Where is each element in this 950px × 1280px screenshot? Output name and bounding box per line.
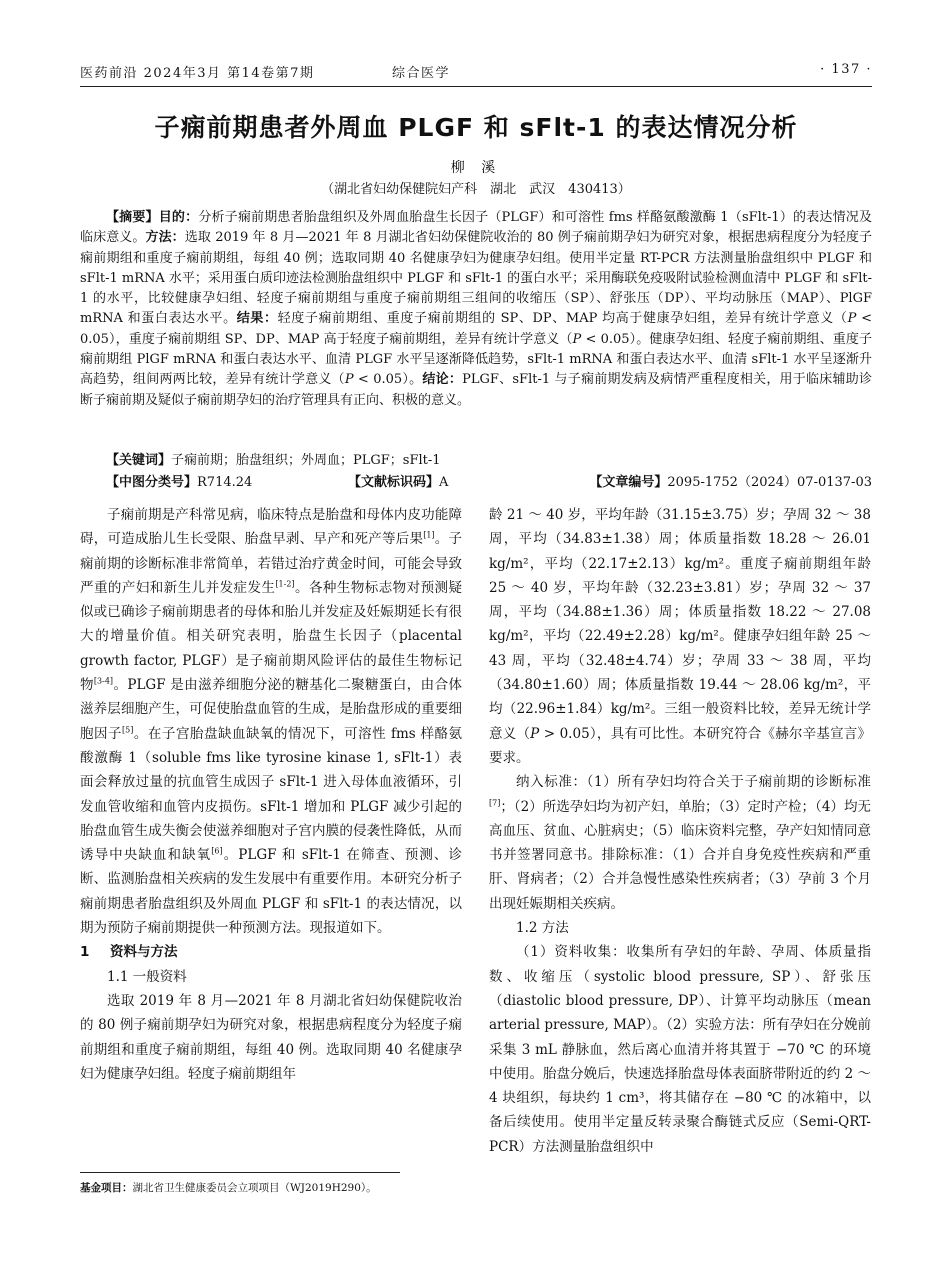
article-title: 子痫前期患者外周血 PLGF 和 sFlt-1 的表达情况分析 <box>154 113 798 142</box>
body-text: > 0.05），具有可比性。本研究符合《赫尔辛基宣言》要求。 <box>489 725 872 766</box>
abstract-results-c: < 0.05）。健康孕妇组、轻度子痫前期组、重度子痫前期组 PlGF mRNA 和蛋白表达水平、血清 PLGF 水平呈逐渐降低趋势，sFlt-1 mRNA 和蛋白表达水平、血清 sFlt-1 水平呈逐渐升高趋势，组间两两比较，差异有统计学意义（ <box>80 331 872 388</box>
keywords-text: 子痫前期；胎盘组织；外周血；PLGF；sFlt-1 <box>171 453 441 468</box>
document-code <box>348 471 448 490</box>
classification-line <box>80 471 872 491</box>
p-value-symbol: P <box>572 331 582 347</box>
citation: [5] <box>122 725 134 735</box>
funding-label: 基金项目： <box>80 1182 133 1194</box>
methods-label: 方法： <box>145 230 185 246</box>
section-title: 资料与方法 <box>110 944 178 961</box>
citation: [1-2] <box>275 579 295 589</box>
intro-paragraph <box>80 503 462 940</box>
article-label: 【文章编号】 <box>589 475 668 490</box>
general-info-paragraph: 选取 2019 年 8 月—2021 年 8 月湖北省妇幼保健院收治的 80 例子痫前期孕妇为研究对象，根据患病程度分为轻度子痫前期组和重度子痫前期组，每组 40 例。选取同期 40 名健康孕妇为健康孕妇组。轻度子痫前期组年 <box>80 992 462 1082</box>
body-text: 纳入标准：（1）所有孕妇均符合关于子痫前期的诊断标准 <box>516 774 871 791</box>
intro-text: 子痫前期是产科常见病，临床特点是胎盘和母体内皮功能障碍，可造成胎儿生长受限、胎盘早剥、早产和死产等后果 <box>80 507 462 548</box>
journal-info: 医药前沿 2024年3月 第14卷第7期 <box>80 66 315 81</box>
body-text: 龄 21 ～ 40 岁，平均年龄（31.15±3.75）岁；孕周 32 ～ 38 周，平均（34.83±1.38）周；体质量指数 18.28 ～ 26.01 kg/m²，平均（22.17±2.13）kg/m²。重度子痫前期组年龄 25 ～ 40 岁，平均年龄（32.23±3.81）岁；孕周 32 ～ 37 周，平均（34.88±1.36）周；体质量指数 18.22 ～ 27.08 kg/m²，平均（22.49±2.28）kg/m²。健康孕妇组年龄 25 ～ 43 周，平均（32.48±4.74）岁；孕周 33 ～ 38 周，平均（34.80±1.60）周；体质量指数 19.44 ～ 28.06 kg/m²，平均（22.96±1.84）kg/m²。三组一般资料比较，差异无统计学意义（ <box>489 507 871 742</box>
section-number: 1 <box>80 944 90 961</box>
intro-text: 。各种生物标志物对预测疑似或已确诊子痫前期患者的母体和胎儿并发症及妊娠期延长有很大的增量价值。相关研究表明，胎盘生长因子（placental growth factor, PLGF）是子痫前期风险评估的最佳生物标记物 <box>80 579 463 694</box>
intro-text: 。PLGF 是由滋养细胞分泌的糖基化二聚糖蛋白，由合体滋养层细胞产生，可促使胎盘血管的生成，是胎盘形成的重要细胞因子 <box>80 677 463 742</box>
intro-text: 。子痫前期的诊断标准非常简单，若错过治疗黄金时间，可能会导致严重的产妇和新生儿并发症发生 <box>80 531 463 596</box>
p-value-symbol: P <box>344 372 354 388</box>
doc-label: 【文献标识码】 <box>348 475 440 490</box>
keywords <box>80 449 872 468</box>
general-info-continued <box>489 503 871 770</box>
citation: [6] <box>211 846 223 856</box>
running-head <box>80 60 872 84</box>
body-text: ；（2）所选孕妇均为初产妇，单胎；（3）定时产检；（4）均无高血压、贫血、心脏病史；（5）临床资料完整，孕产妇知情同意书并签署同意书。排除标准：（1）合并自身免疫性疾病和严重肝、肾病者；（2）合并急慢性感染性疾病者；（3）孕前 3 个月出现妊娠期相关疾病。 <box>489 798 871 912</box>
clc-code <box>106 471 252 490</box>
conclusion-label: 结论： <box>422 372 463 388</box>
results-label: 结果： <box>236 311 278 327</box>
abstract-label: 【摘要】 <box>106 210 159 225</box>
citation: [7] <box>489 798 501 808</box>
article-number <box>589 471 872 490</box>
abstract-results-b: < 0.05），重度子痫前期组 SP、DP、MAP 高于轻度子痫前期组，差异有统计学意义（ <box>80 311 872 347</box>
abstract-results-d: < 0.05）。 <box>353 372 423 388</box>
header-divider <box>80 86 872 87</box>
intro-text: 。PLGF 和 sFlt-1 在筛查、预测、诊断、监测胎盘相关疾病的发生发展中有重要作用。本研究分析子痫前期患者胎盘组织及外周血 PLGF 和 sFlt-1 的表达情况，以期为预防子痫前期提供一种预测方法。现报道如下。 <box>80 847 463 937</box>
subsection-heading: 1.1 一般资料 <box>107 968 187 985</box>
body-left-column <box>80 503 462 1086</box>
intro-text: 。在子宫胎盘缺血缺氧的情况下，可溶性 fms 样酪氨酸激酶 1（soluble fms like tyrosine kinase 1, sFlt-1）表面会释放过量的抗血管生成因子 sFlt-1 进入母体血液循环，引发血管收缩和血管内皮损伤。sFlt-1 增加和 PLGF 减少引起的胎盘血管生成失衡会使滋养细胞对子宫内膜的侵袭性降低，从而诱导中央缺血和缺氧 <box>80 725 463 864</box>
objective-label: 目的： <box>158 210 199 225</box>
section-heading <box>80 940 462 964</box>
doc-value: A <box>439 475 449 490</box>
subsection-heading: 1.2 方法 <box>516 920 569 937</box>
clc-value: R714.24 <box>197 475 253 490</box>
footnote-divider <box>80 1172 400 1173</box>
footnote <box>80 1180 470 1195</box>
funding-text: 湖北省卫生健康委员会立项项目（WJ2019H290）。 <box>132 1182 377 1194</box>
p-value-symbol: P <box>530 725 540 742</box>
abstract-results-a: 轻度子痫前期组、重度子痫前期组的 SP、DP、MAP 均高于健康孕妇组，差异有统计学意义（ <box>277 311 848 327</box>
criteria-paragraph <box>489 770 871 916</box>
keywords-label: 【关键词】 <box>106 453 172 468</box>
citation: [3-4] <box>93 676 114 686</box>
section-label: 综合医学 <box>392 66 451 81</box>
page-number: · 137 · <box>820 62 872 77</box>
p-value-symbol: P <box>847 311 857 327</box>
abstract-conclusion: PLGF、sFlt-1 与子痫前期发病及病情严重程度相关，用于临床辅助诊断子痫前期及疑似子痫前期孕妇的治疗管理具有正向、积极的意义。 <box>80 372 873 408</box>
methods-paragraph: （1）资料收集：收集所有孕妇的年龄、孕周、体质量指数、收缩压（systolic blood pressure, SP）、舒张压（diastolic blood pressure, DP）、计算平均动脉压（mean arterial pressure, MAP）。（2）实验方法：所有孕妇在分娩前采集 3 mL 静脉血，然后离心血清并将其置于 −70 ℃ 的环境中使用。胎盘分娩后，快速选择胎盘母体表面脐带附近的约 2 ～ 4 块组织，每块约 1 cm³，将其储存在 −80 ℃ 的冰箱中，以备后续使用。使用半定量反转录聚合酶链式反应（Semi-QRT-PCR）方法测量胎盘组织中 <box>489 944 871 1155</box>
affiliation: （湖北省妇幼保健院妇产科 湖北 武汉 430413） <box>321 182 631 197</box>
citation: [1] <box>423 530 435 540</box>
clc-label: 【中图分类号】 <box>106 475 198 490</box>
author: 柳 溪 <box>450 160 502 176</box>
article-value: 2095-1752（2024）07-0137-03 <box>667 475 872 490</box>
abstract-objective: 分析子痫前期患者胎盘组织及外周血胎盘生长因子（PLGF）和可溶性 fms 样酪氨酸激酶 1（sFlt-1）的表达情况及临床意义。 <box>80 210 872 246</box>
body-right-column <box>489 503 871 1159</box>
abstract-methods: 选取 2019 年 8 月—2021 年 8 月湖北省妇幼保健院收治的 80 例子痫前期孕妇为研究对象，根据患病程度分为轻度子痫前期组和重度子痫前期组，每组 40 例；选取同期 40 名健康孕妇为健康孕妇组。使用半定量 RT-PCR 方法测量胎盘组织中 PLGF 和 sFlt-1 mRNA 水平；采用蛋白质印迹法检测胎盘组织中 PLGF 和 sFlt-1 的蛋白水平；采用酶联免疫吸附试验检测血清中 PLGF 和 sFlt-1 的水平，比较健康孕妇组、轻度子痫前期组与重度子痫前期组三组间的收缩压（SP）、舒张压（DP）、平均动脉压（MAP）、PlGF mRNA 和蛋白表达水平。 <box>80 230 872 327</box>
abstract <box>80 208 872 411</box>
